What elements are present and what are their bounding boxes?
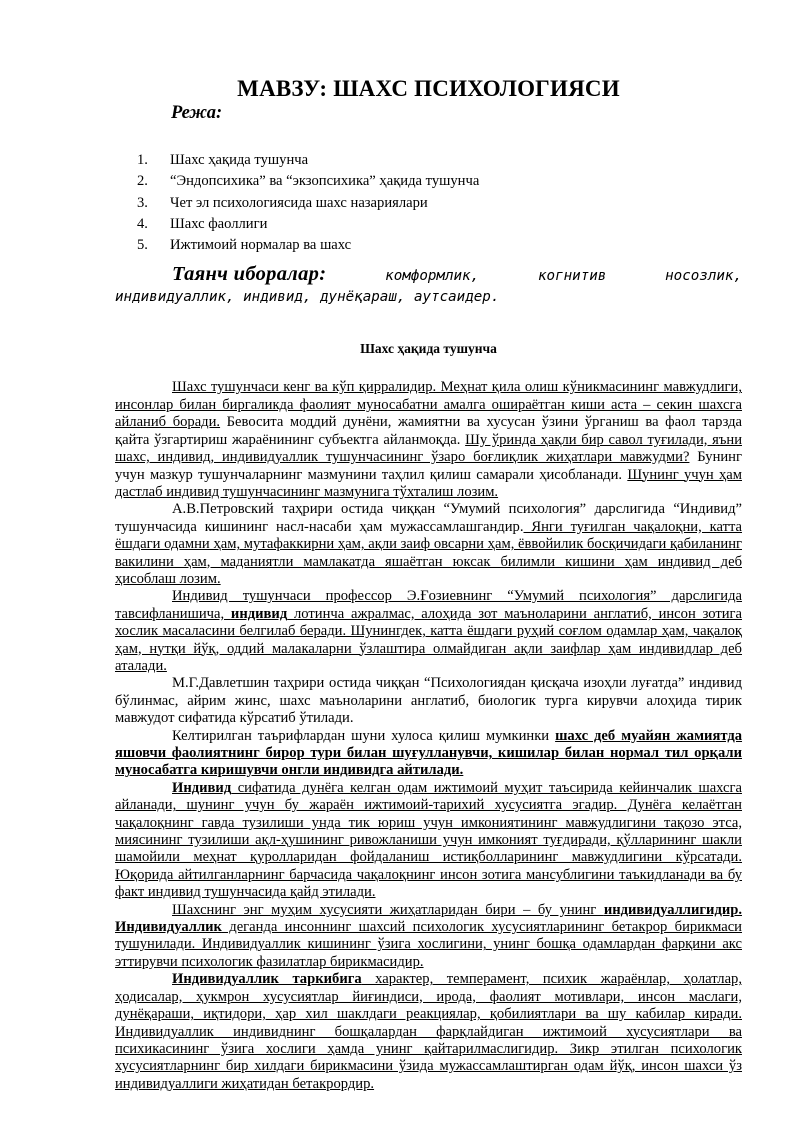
bold-term: индивидуаллигидир. Индивидуаллик xyxy=(115,901,742,936)
keywords-line: индивидуаллик, индивид, дунёқараш, аутсаидер. xyxy=(115,289,500,306)
body-text xyxy=(115,379,742,1093)
section-heading: Шахс ҳақида тушунча xyxy=(360,341,497,357)
text-span: Индивид тушунчаси профессор Э.Ғозиевнинг “Умумий психология” дарслигида тавсифланишича, xyxy=(115,588,742,622)
plan-label: Режа: xyxy=(171,103,223,123)
paragraph xyxy=(115,780,742,902)
bold-term: индивид xyxy=(230,605,288,622)
text-span: Шахс тушунчаси кенг ва кўп қирралидир. Меҳнат қила олиш кўникмасининг мавжудлиги, инсонлар билан биргаликда фаолият муносабатни амалга оширaётган киши аста – секин шахсга айланиб боради. xyxy=(115,379,742,431)
keyword: комформлик, xyxy=(385,268,480,285)
list-item-number: 4. xyxy=(137,215,148,232)
keywords-heading: Таянч иборалар: xyxy=(172,263,327,286)
text-span: Бевосита моддий дунёни, жамиятни ва хусусан ўзини ўрганиш ва фаол тарзда қайта ўзгартириш жараёнининг субъектга айланмоқда. xyxy=(115,414,742,448)
list-item-text: “Эндопсихика” ва “экзопсихика” ҳақида тушунча xyxy=(170,173,480,190)
paragraph xyxy=(115,902,742,972)
text-span: лотинча ажралмас, алоҳида зот маъноларини англатиб, инсон зотига хослик масаласини белгилаб беради. Шунингдек, катта ёшдаги руҳий соғлом одамлар ҳам, чақалоқ ҳам, нутқи йўқ, оддий малакаларни ўзлаштира олмайдиган ақли заифлар ҳам индивидлар деб аталади. xyxy=(115,605,743,674)
list-item xyxy=(115,171,742,192)
paragraph xyxy=(115,588,742,675)
text-span: Шу ўринда ҳақли бир савол туғилади, яъни шахс, индивид, индивидуаллик тушунчасининг ўзаро боғлиқлик жиҳатлари мавжудми? xyxy=(115,431,742,466)
text-span: деганда инсоннинг шахсий психологик хусусиятларининг бетакрор бирикмаси тушунилади. Индивидуаллик кишининг ўзига хослигини, унинг бошқа одамлардан фарқини акс эттирувчи психологик фазилатлар бирикмасидир. xyxy=(115,919,742,970)
list-item-number: 5. xyxy=(137,237,148,254)
keyword: носозлик, xyxy=(665,268,742,285)
paragraph xyxy=(115,501,742,588)
text-span: сифатида дунёга келган одам ижтимоий муҳит таъсирида кейинчалик шахсга айланади, шунинг учун бу жараён ижтимоий-тарихий хусусиятга эгадир. Дунёга келаётган чақалоқнинг гавда тузилиши унда тик юриш учун имкониятининг мавжудлигини тақозо этса, миясининг тузилиши ақл-ҳушининг ривожланиши учун имконият туғдиради, қўлларининг шакли шамойили меҳнат қуролларидан фойдаланиш истиқболларининг мавжудлигини кўрсатади. Юқорида айтилганларнинг барчасида чақалоқнинг инсон зотига мансублигини таъкидланади ва бу факт индивид тушунчасида қайд этилади. xyxy=(115,779,742,901)
list-item xyxy=(115,150,742,171)
text-span: характер, темперамент, психик жараёнлар, ҳолатлар, ҳодисалар, ҳукмрон хусусиятлар йиғиндиси, ирода, фаолият мотивлари, инсон маслаги, дунёқараши, иқтидори, ҳар хил шаклдаги реакциялар, қобилиятлари ва шу кабилар киради. Индивидуаллик индивиднинг бошқалардан фарқлайдиган ижтимоий хусусиятлари ва психикасининг ўзига хослиги ҳамда унинг қайтарилмаслигидир. Зикр этилган психологик хусусиятларнинг бир хилдаги бирикмасини ўзида мужассамлаштирган одам йўқ, инсон шахси ўз индивидуаллиги жиҳатидан бетакрордир. xyxy=(115,971,742,1092)
page-title: МАВЗУ: ШАХС ПСИХОЛОГИЯСИ xyxy=(237,76,620,101)
paragraph: М.Г.Давлетшин таҳрири остида чиққан “Психологиядан қисқача изоҳли луғатда” индивид бўлинмас, айрим жинс, шахс маъноларини англатиб, биологик турга кирувчи алоҳида тирик мавжудот сифатида кўрсатиб ўтилади. xyxy=(115,675,742,727)
keywords-block xyxy=(115,264,742,308)
text-span: Шунинг учун ҳам дастлаб индивид тушунчасининг мазмунига тўхталиш лозим. xyxy=(115,466,742,500)
text-span: Шахснинг энг муҳим хусусияти жиҳатларидан бири – бу унинг xyxy=(172,901,604,918)
bold-term: Индивид xyxy=(172,779,232,796)
list-item-text: Ижтимоий нормалар ва шахс xyxy=(170,237,352,254)
text-span: Келтирилган таърифлардан шуни хулоса қилиш мумкинки xyxy=(172,727,556,744)
text-span: А.В.Петровский таҳрири остида чиққан “Умумий психология” дарслигида “Индивид” тушунчасида кишининг насл-насаби ҳам мужассамлашгандир. xyxy=(115,501,742,535)
list-item-text: Чет эл психологиясида шахс назариялари xyxy=(170,194,428,211)
paragraph xyxy=(115,379,742,501)
list-item-text: Шахс фаоллиги xyxy=(170,215,268,232)
paragraph xyxy=(115,728,742,780)
bold-term: шахс деб муайян жамиятда яшовчи фаолиятнинг бирор тури билан шуғулланувчи, кишилар билан нормал тил орқали муносабатга киришувчи онгли индивидга айтилади. xyxy=(115,727,743,779)
paragraph xyxy=(115,971,742,1093)
list-item-number: 2. xyxy=(137,173,148,190)
list-item-number: 3. xyxy=(137,194,148,211)
text-span: Бунинг учун мазкур тушунчаларнинг мазмунини таҳлил қилиш самарали ҳисобланади. xyxy=(115,449,742,483)
bold-term: Индивидуаллик таркибига xyxy=(172,971,362,988)
list-item xyxy=(115,193,742,214)
list-item xyxy=(115,235,742,256)
text-span: Янги туғилган чақалоқни, катта ёшдаги одамни ҳам, мутафаккирни ҳам, ақли заиф овсарни ҳам, ёввойилик босқичидаги қабиланинг вакилини ҳам, маданиятли мамлакатда яшаётган юксак билимли кишини ҳам индивид деб ҳисоблаш лозим. xyxy=(115,518,742,587)
plan-list xyxy=(115,150,742,256)
list-item-text: Шахс ҳақида тушунча xyxy=(170,152,309,168)
document-page xyxy=(115,70,742,1093)
list-item-number: 1. xyxy=(137,152,148,168)
keyword: когнитив xyxy=(537,268,607,285)
list-item xyxy=(115,214,742,235)
